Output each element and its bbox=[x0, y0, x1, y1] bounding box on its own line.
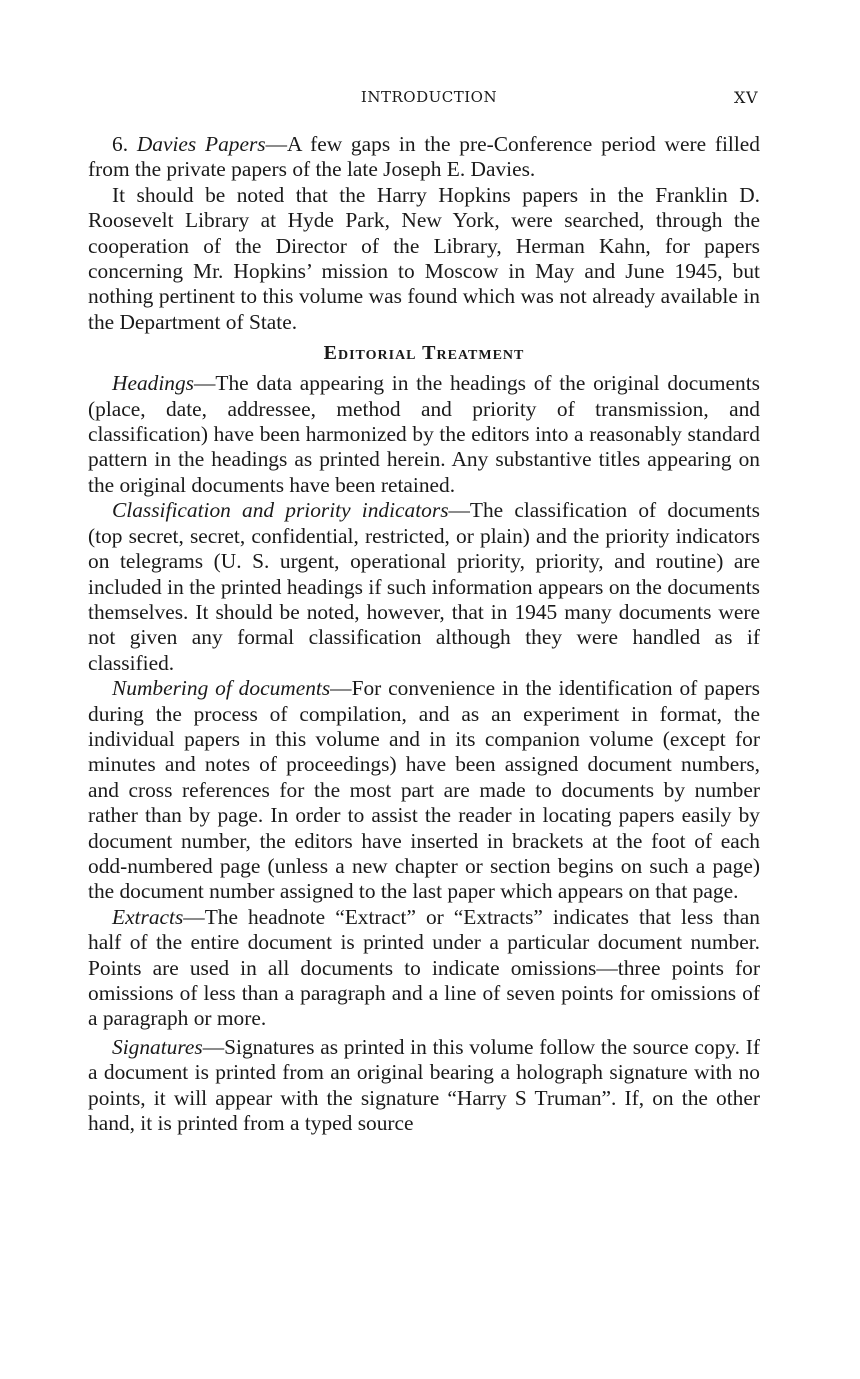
paragraph-signatures bbox=[88, 1035, 760, 1137]
paragraph-text: —The data appearing in the headings of the original documents (place, date, addressee, method and priority of transmission, and classification) have been harmonized by the editors into a reasonably standard pattern in the headings as printed herein. Any substantive titles appearing on the original documents have been retained. bbox=[88, 371, 760, 497]
paragraph-text: —The classification of documents (top secret, secret, confidential, restricted, or plain) and the priority indicators on telegrams (U. S. urgent, operational priority, priority, and routine) are included in the printed headings if such information appears on the documents themselves. It should be noted, however, that in 1945 many documents were not given any formal classification although they were handled as if classified. bbox=[88, 498, 760, 675]
paragraph-headings bbox=[88, 371, 760, 498]
page-number: XV bbox=[734, 88, 758, 107]
paragraph-label: Signatures bbox=[112, 1034, 203, 1059]
paragraph-text: It should be noted that the Harry Hopkins papers in the Franklin D. Roosevelt Library at Hyde Park, New York, were searched, through the cooperation of the Director of the Library, Herman Kahn, for papers concerning Mr. Hopkins’ mission to Moscow in May and June 1945, but nothing pertinent to this volume was found which was not already available in the Department of State. bbox=[88, 182, 760, 334]
paragraph-text: —The headnote “Extract” or “Extracts” indicates that less than half of the entire document is printed under a particular document number. Points are used in all documents to indicate omissions—three points for omissions of less than a paragraph and a line of seven points for omissions of a paragraph or more. bbox=[88, 904, 760, 1031]
paragraph-label: Classification and priority indicators bbox=[112, 498, 449, 523]
paragraph-extracts bbox=[88, 905, 760, 1032]
running-head bbox=[88, 88, 760, 110]
paragraph-hopkins-papers bbox=[88, 183, 760, 335]
paragraph-classification bbox=[88, 498, 760, 676]
paragraph-label: Headings bbox=[112, 371, 194, 396]
paragraph-text: —Signatures as printed in this volume follow the source copy. If a document is printed from an original bearing a holograph signature with no points, it will appear with the signature “Harry S Truman”. If, on the other hand, it is printed from a typed source bbox=[88, 1034, 760, 1136]
paragraph-label: Numbering of documents bbox=[112, 676, 331, 701]
paragraph-label: Davies Papers bbox=[136, 132, 266, 156]
section-heading-editorial-treatment: Editorial Treatment bbox=[323, 342, 525, 365]
body-text bbox=[88, 132, 760, 1136]
paragraph-text: —A few gaps in the pre-Conference period were filled from the private papers of the late Joseph E. Davies. bbox=[88, 132, 760, 182]
paragraph-text: —For convenience in the identification of papers during the process of compilation, and as an experiment in format, the individual papers in this volume and in its companion volume (except for minutes and notes of proceedings) have been assigned document numbers, and cross references for the most part are made to documents by number rather than by page. In order to assist the reader in locating papers easily by document number, the editors have inserted in brackets at the foot of each odd-numbered page (unless a new chapter or section begins on such a page) the document number assigned to the last paper which appears on that page. bbox=[88, 676, 760, 904]
paragraph-label: Extracts bbox=[112, 904, 184, 929]
running-head-title: INTRODUCTION bbox=[360, 88, 498, 106]
document-page bbox=[88, 88, 760, 1136]
paragraph-numbering bbox=[88, 676, 760, 905]
paragraph-number: 6. bbox=[112, 132, 137, 156]
paragraph-davies-papers bbox=[88, 132, 760, 183]
